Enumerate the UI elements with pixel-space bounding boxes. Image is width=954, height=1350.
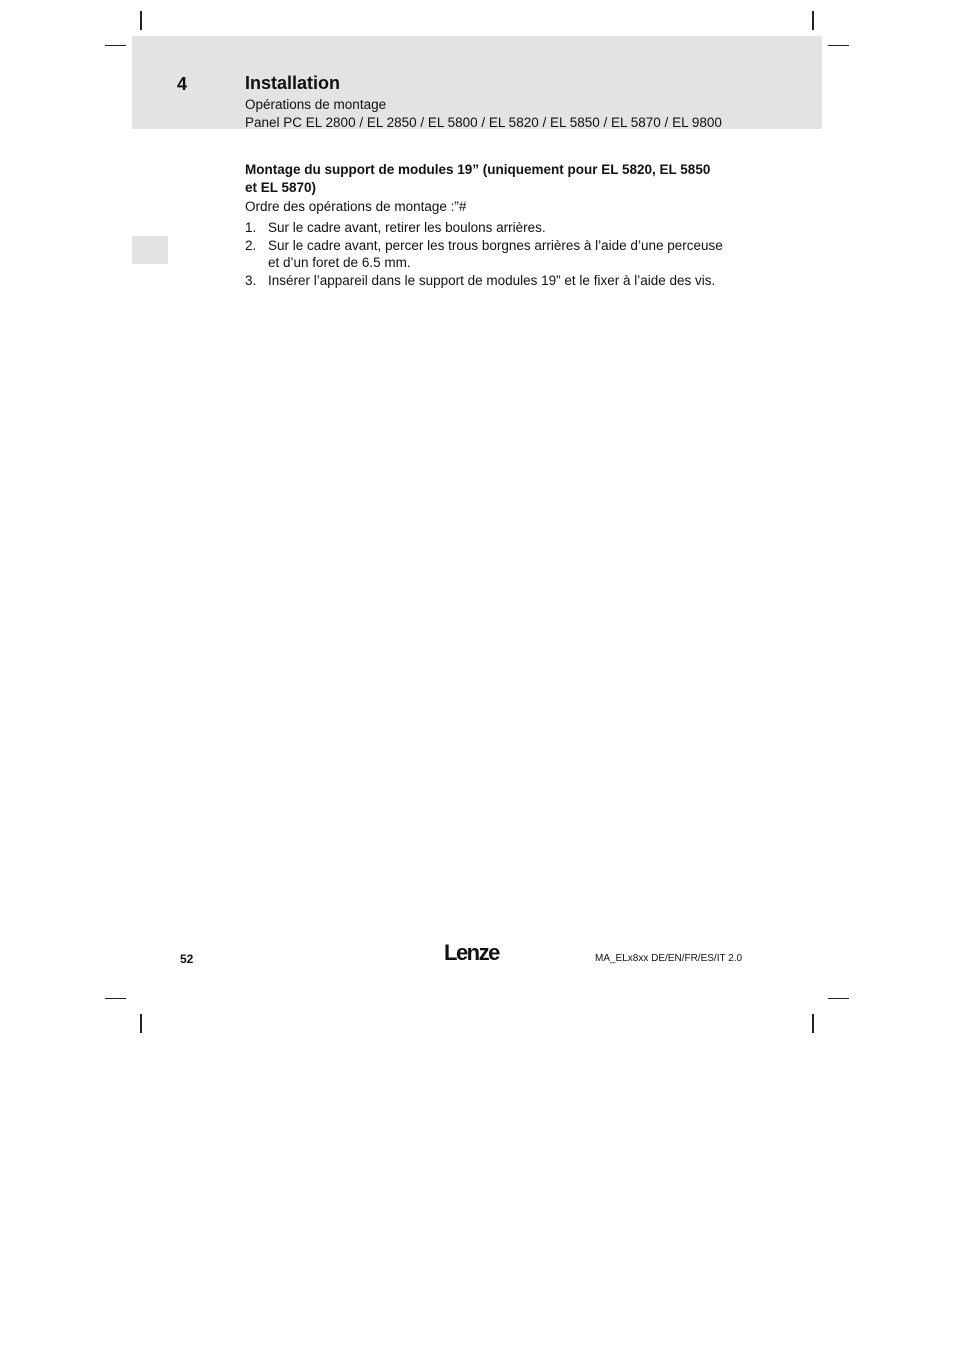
crop-mark-top-right-horizontal — [828, 45, 849, 46]
list-item — [245, 273, 725, 290]
steps-list — [245, 220, 725, 291]
crop-mark-top-left-vertical — [140, 11, 142, 30]
lenze-logo: Lenze — [444, 940, 499, 965]
document-code: MA_ELx8xx DE/EN/FR/ES/IT 2.0 — [595, 953, 743, 964]
step-number: 2. — [245, 238, 257, 253]
crop-mark-bottom-left-vertical — [140, 1014, 142, 1033]
chapter-title: Installation — [245, 73, 341, 93]
section-heading: Montage du support de modules 19” (uniquement pour EL 5820, EL 5850 et EL 5870) — [245, 162, 711, 195]
subtitle-product-list: Panel PC EL 2800 / EL 2850 / EL 5800 / EL 5820 / EL 5850 / EL 5870 / EL 9800 — [245, 115, 722, 130]
crop-mark-bottom-right-vertical — [812, 1014, 814, 1033]
list-item — [245, 220, 725, 237]
intro-text: Ordre des opérations de montage :”# — [245, 199, 467, 214]
step-number: 1. — [245, 220, 257, 235]
crop-mark-top-right-vertical — [812, 11, 814, 30]
crop-mark-bottom-left-horizontal — [105, 998, 126, 999]
chapter-side-tab — [132, 236, 168, 264]
step-text: Sur le cadre avant, percer les trous borgnes arrières à l’aide d’une perceuse et d’un foret de 6.5 mm. — [268, 238, 723, 270]
list-item — [245, 238, 725, 271]
subtitle-operations: Opérations de montage — [245, 97, 387, 112]
crop-mark-bottom-right-horizontal — [828, 998, 849, 999]
step-text: Sur le cadre avant, retirer les boulons arrières. — [268, 220, 546, 235]
crop-mark-top-left-horizontal — [105, 45, 126, 46]
step-number: 3. — [245, 272, 257, 288]
step-text: Insérer l’appareil dans le support de modules 19” et le fixer à l’aide des vis. — [268, 272, 716, 288]
chapter-number: 4 — [177, 74, 188, 94]
page-number: 52 — [180, 952, 194, 966]
